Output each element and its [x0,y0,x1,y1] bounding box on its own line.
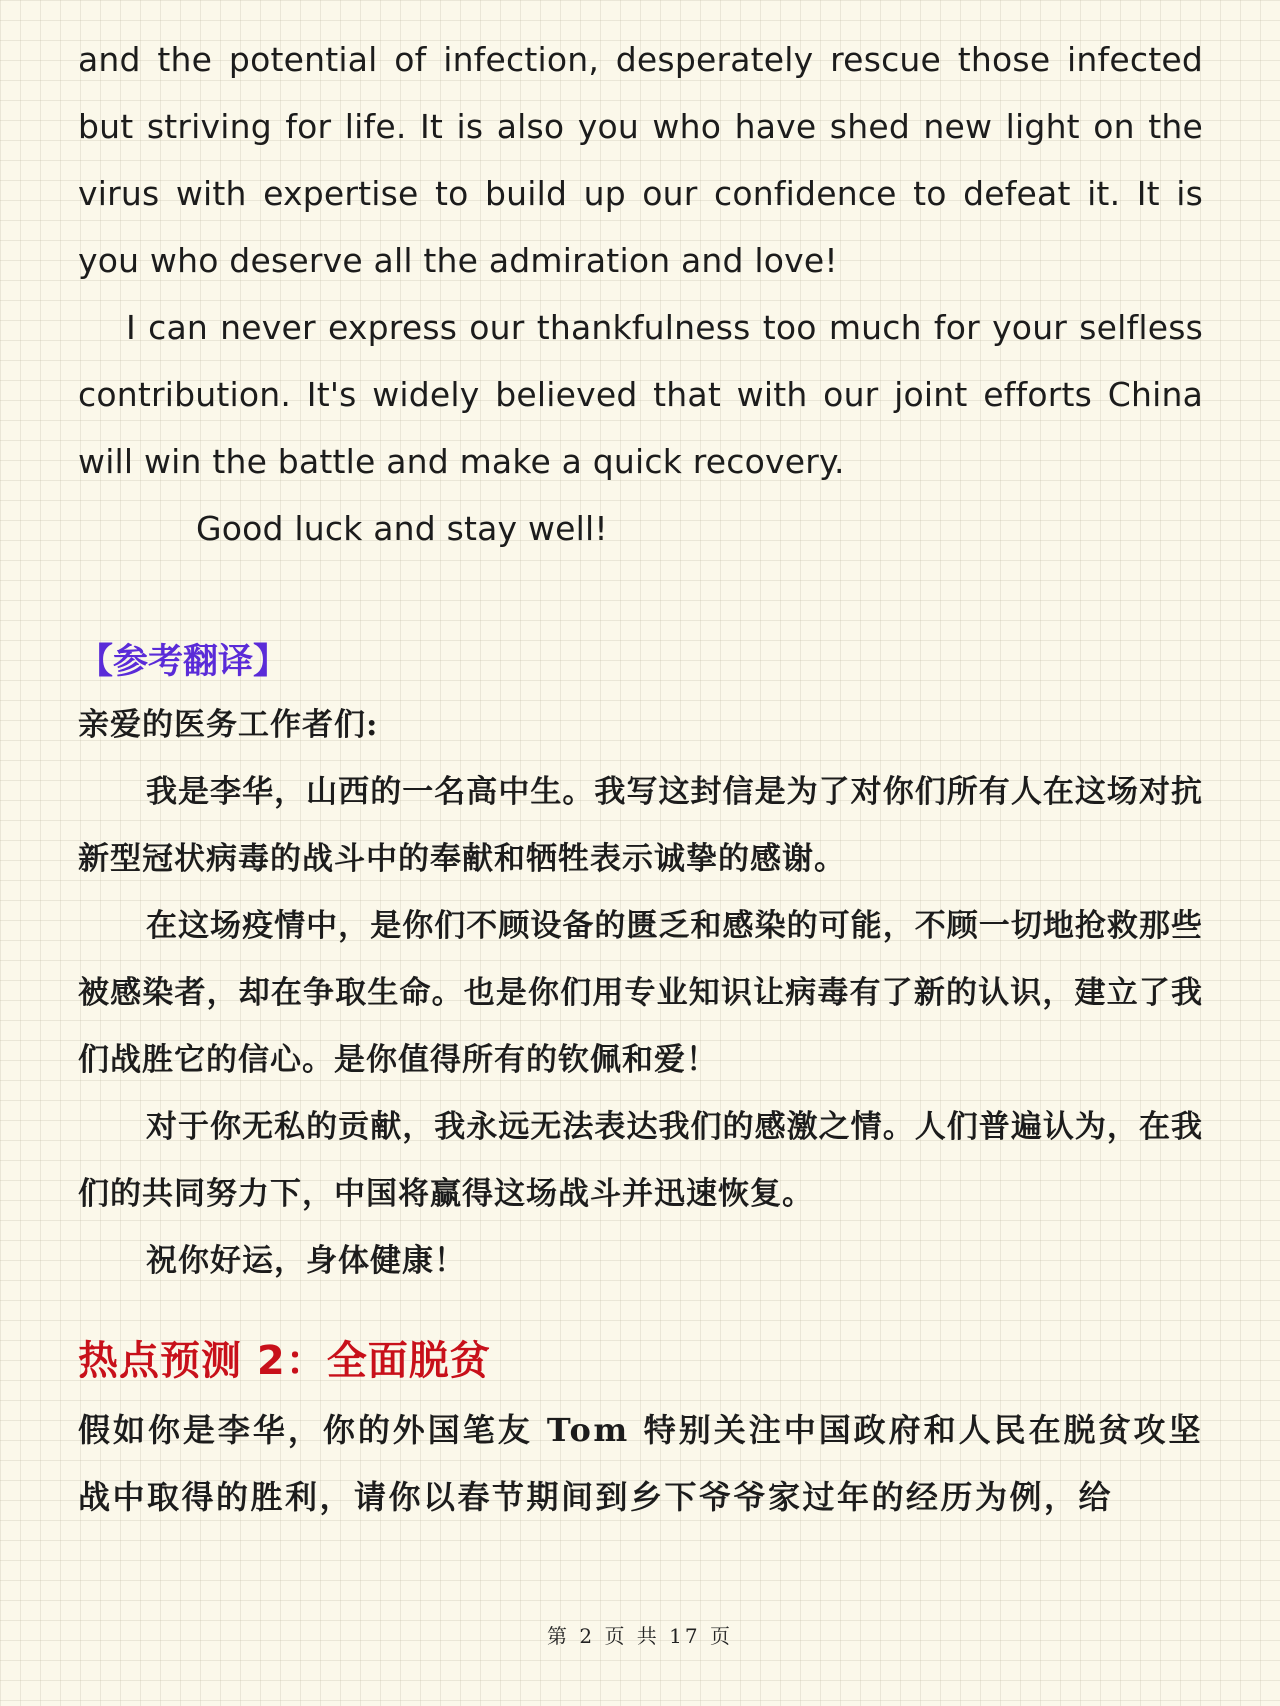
letter-paragraph-2: I can never express our thankfulness too much for your selfless contribution. It's widely believed that with our joint efforts China will win the battle and make a quick recovery. [78,308,1203,481]
page-indicator: 第 2 页 共 17 页 [547,1624,733,1648]
translation-paragraph-1: 我是李华，山西的一名高中生。我写这封信是为了对你们所有人在这场对抗新型冠状病毒的战斗中的奉献和牺牲表示诚挚的感谢。 [78,774,1203,877]
translation-closing: 祝你好运，身体健康！ [146,1243,466,1279]
document-page [78,26,1203,1531]
translation-salutation: 亲爱的医务工作者们: [78,707,379,743]
letter-closing: Good luck and stay well! [196,509,608,548]
letter-paragraph-1: and the potential of infection, desperately rescue those infected but striving for life. It is also you who have shed new light on the virus with expertise to build up our confidence to defeat it. It is you who deserve all the admiration and love! [78,40,1203,280]
translation-paragraph-2: 在这场疫情中，是你们不顾设备的匮乏和感染的可能，不顾一切地抢救那些被感染者，却在争取生命。也是你们用专业知识让病毒有了新的认识，建立了我们战胜它的信心。是你值得所有的钦佩和爱！ [78,908,1203,1078]
translation-paragraph-3: 对于你无私的贡献，我永远无法表达我们的感激之情。人们普遍认为，在我们的共同努力下，中国将赢得这场战斗并迅速恢复。 [78,1109,1203,1212]
hot-topic-task: 假如你是李华，你的外国笔友 Tom 特别关注中国政府和人民在脱贫攻坚战中取得的胜利，请你以春节期间到乡下爷爷家过年的经历为例，给 [78,1411,1203,1516]
hot-topic-title: 热点预测 2：全面脱贫 [78,1338,491,1384]
translation-heading: 【参考翻译】 [78,642,289,682]
